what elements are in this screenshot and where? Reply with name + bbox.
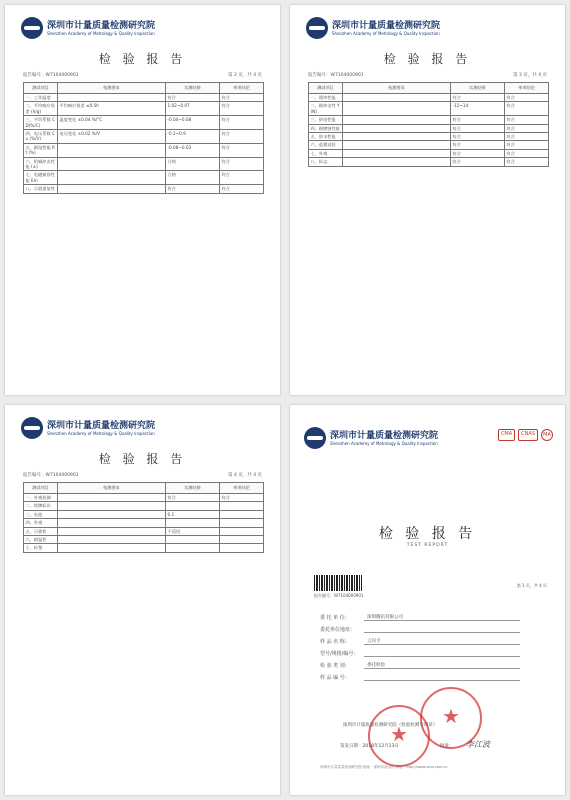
table-cell: 符合 — [220, 130, 264, 144]
table-row — [309, 141, 549, 149]
table-cell: 三、电池 — [24, 510, 58, 518]
table-cell — [343, 124, 451, 132]
table-cell: 不适用 — [166, 527, 220, 535]
table-cell — [58, 510, 166, 518]
table-cell: 二、铭牌标识 — [24, 502, 58, 510]
field-value: 委托检验 — [364, 662, 520, 669]
table-cell — [343, 158, 451, 166]
table-cell: 符合 — [451, 141, 505, 149]
org-logo-icon — [21, 417, 43, 439]
col-header: 测试项目 — [309, 83, 343, 94]
report-meta — [308, 72, 547, 78]
table-cell — [220, 502, 264, 510]
field-row — [320, 657, 520, 669]
table-row — [24, 130, 264, 144]
table-cell: 符合 — [220, 116, 264, 130]
table-cell: 符合 — [220, 102, 264, 116]
report-number: 报告编号：W7104000901 — [23, 473, 79, 478]
table-cell: 合格 — [166, 171, 220, 185]
org-name-en: Shenzhen Academy of Metrology & Quality Inspection — [47, 430, 155, 436]
approver-label: 批准： — [440, 744, 454, 749]
table-row — [24, 494, 264, 502]
table-cell — [343, 149, 451, 157]
result-table — [308, 82, 549, 167]
result-table — [23, 82, 264, 194]
table-cell — [58, 171, 166, 185]
table-row — [24, 157, 264, 171]
cover-title: 检 验 报 告 — [378, 526, 477, 542]
page-number: 第 3 页，共 4 页 — [513, 73, 547, 78]
org-name: 深圳市计量质量检测研究院 — [330, 430, 439, 441]
report-meta — [23, 72, 262, 78]
table-cell: 五、耐湿性能 Rt (%) — [24, 143, 58, 157]
col-header: 检测要求 — [58, 483, 166, 494]
table-cell — [58, 536, 166, 544]
org-name: 深圳市计量质量检测研究院 — [47, 20, 156, 31]
table-cell: 一、工作温度 — [24, 94, 58, 102]
table-cell — [58, 527, 166, 535]
table-cell: 符合 — [505, 94, 549, 102]
table-cell: 符合 — [505, 124, 549, 132]
field-row — [320, 669, 520, 681]
table-cell: 符合 — [220, 185, 264, 193]
table-cell: 一、缓冲性能 — [309, 94, 343, 102]
table-row — [24, 536, 264, 544]
cnas-badge-icon: CNAS — [518, 429, 538, 441]
org-header — [306, 17, 440, 39]
table-row — [309, 94, 549, 102]
table-cell: 电压变化 ±0.02 %/V — [58, 130, 166, 144]
table-cell: -12~14 — [451, 102, 505, 116]
col-header: 单项结论 — [505, 83, 549, 94]
org-logo-icon — [304, 427, 326, 449]
table-row — [24, 94, 264, 102]
table-cell: 符合 — [166, 494, 220, 502]
table-cell: 符合 — [505, 149, 549, 157]
table-cell — [166, 519, 220, 527]
cover-footer: 深圳市计量质量检测研究院 地址：深圳市南山区 网址：http://www.smq.com.cn — [320, 765, 448, 769]
table-cell: 三、平均系数 CD(%/C) — [24, 116, 58, 130]
table-cell: 符合 — [505, 133, 549, 141]
table-cell — [58, 157, 166, 171]
table-cell: 六、盐雾试验 — [309, 141, 343, 149]
table-cell — [58, 519, 166, 527]
table-row — [24, 502, 264, 510]
table-cell — [166, 502, 220, 510]
table-cell: 八、标志 — [309, 158, 343, 166]
table-cell: 五、防水性能 — [309, 133, 343, 141]
table-cell — [220, 527, 264, 535]
report-cover-page — [290, 405, 565, 795]
table-row — [309, 124, 549, 132]
table-cell: 二、耐冲击性 Y(N) — [309, 102, 343, 116]
issue-date: 签发日期：2018年12月13日 — [340, 744, 399, 749]
col-header: 实测结果 — [166, 483, 220, 494]
table-row — [309, 149, 549, 157]
table-row — [24, 102, 264, 116]
field-label: 委托单位地址： — [320, 627, 356, 633]
ma-badge-icon: MA — [541, 429, 553, 441]
table-row — [309, 116, 549, 124]
table-cell — [343, 133, 451, 141]
table-cell — [58, 494, 166, 502]
field-label: 样 品 名 称： — [320, 639, 350, 645]
table-cell — [220, 544, 264, 552]
table-cell — [166, 536, 220, 544]
table-cell: 温度变化 ±0.04 %/°C — [58, 116, 166, 130]
report-title: 检 验 报 告 — [98, 452, 187, 466]
table-cell — [58, 185, 166, 193]
table-cell — [220, 536, 264, 544]
org-logo-icon — [306, 17, 328, 39]
field-value: 云闪卡 — [364, 638, 520, 645]
org-header — [21, 17, 155, 39]
table-row — [309, 158, 549, 166]
table-cell: -0.2~0.9 — [166, 130, 220, 144]
table-cell — [343, 94, 451, 102]
page-number: 第 4 页，共 4 页 — [228, 473, 262, 478]
barcode-icon — [314, 575, 362, 591]
org-name-en: Shenzhen Academy of Metrology & Quality Inspection — [330, 440, 438, 446]
field-row — [320, 621, 520, 633]
table-cell: 合格 — [166, 157, 220, 171]
report-title: 检 验 报 告 — [383, 52, 472, 66]
table-cell — [343, 102, 451, 116]
table-cell: 符合 — [451, 158, 505, 166]
cover-page-number: 第 1 页，共 4 页 — [516, 583, 547, 588]
table-cell — [343, 116, 451, 124]
table-cell: 六、耐温性 — [24, 536, 58, 544]
field-value — [364, 632, 520, 633]
table-cell: 符合 — [166, 94, 220, 102]
table-row — [309, 102, 549, 116]
col-header: 测试项目 — [24, 483, 58, 494]
cover-report-number: 报告编号：W7104000901 — [314, 593, 364, 598]
table-cell: 一、外观检测 — [24, 494, 58, 502]
field-row — [320, 645, 520, 657]
certification-badges — [498, 429, 553, 441]
table-cell — [220, 519, 264, 527]
field-label: 委 托 单 位： — [320, 615, 350, 621]
table-cell: 符合 — [505, 102, 549, 116]
field-value — [364, 680, 520, 681]
table-cell: 符合 — [220, 143, 264, 157]
col-header: 实测结果 — [451, 83, 505, 94]
field-row — [320, 609, 520, 621]
org-logo-icon — [21, 17, 43, 39]
field-value: 深圳腾讯有限公司 — [364, 614, 520, 621]
table-cell: 二、平均响应误差 (h/g) — [24, 102, 58, 116]
report-page-4 — [5, 405, 280, 795]
table-cell: 符合 — [505, 116, 549, 124]
table-row — [24, 143, 264, 157]
table-cell: 符合 — [220, 494, 264, 502]
table-row — [24, 527, 264, 535]
org-name-en: Shenzhen Academy of Metrology & Quality Inspection — [332, 30, 440, 36]
col-header: 检测要求 — [58, 83, 166, 94]
table-cell — [58, 544, 166, 552]
table-cell: 符合 — [451, 124, 505, 132]
org-header — [21, 417, 155, 439]
table-cell: 符合 — [451, 133, 505, 141]
table-row — [24, 171, 264, 185]
field-value — [364, 656, 520, 657]
table-cell: 七、外观 — [309, 149, 343, 157]
report-number: 报告编号：W7104000901 — [308, 73, 364, 78]
approver-signature: 李江波 — [466, 740, 490, 749]
field-label: 样 品 编 号： — [320, 675, 350, 681]
table-cell: 六、机械冲击性能 (±) — [24, 157, 58, 171]
page-number: 第 2 页，共 4 页 — [228, 73, 262, 78]
table-cell: 七、标签 — [24, 544, 58, 552]
field-row — [320, 633, 520, 645]
cma-badge-icon: CMA — [498, 429, 515, 441]
table-cell: -0.08~0.03 — [166, 143, 220, 157]
issuer-text: 深圳市计量质量检测研究院（检验检测专用章） — [342, 723, 438, 728]
table-cell: 五、可靠性 — [24, 527, 58, 535]
table-row — [24, 519, 264, 527]
table-cell: 1.02~0.07 — [166, 102, 220, 116]
table-cell — [220, 510, 264, 518]
table-cell — [343, 141, 451, 149]
table-cell: 符合 — [451, 94, 505, 102]
table-cell: 八、示值重复性 — [24, 185, 58, 193]
col-header: 检测要求 — [343, 83, 451, 94]
table-cell: 0.1 — [166, 510, 220, 518]
field-label: 检 验 类 别： — [320, 663, 350, 669]
table-cell: 平均响应误差 ≤0.5h — [58, 102, 166, 116]
table-cell — [58, 94, 166, 102]
result-table — [23, 482, 264, 553]
report-page-2 — [5, 5, 280, 395]
table-cell — [58, 502, 166, 510]
table-row — [24, 116, 264, 130]
table-cell: 四、耐腐蚀性能 — [309, 124, 343, 132]
table-row — [24, 544, 264, 552]
org-name-en: Shenzhen Academy of Metrology & Quality Inspection — [47, 30, 155, 36]
field-label: 型号/规格/编号： — [320, 651, 359, 657]
report-page-3 — [290, 5, 565, 395]
table-row — [309, 133, 549, 141]
col-header: 实测结果 — [166, 83, 220, 94]
table-cell: 符合 — [505, 158, 549, 166]
table-row — [24, 510, 264, 518]
table-cell: 四、电压系数 Cu (%/V) — [24, 130, 58, 144]
table-cell: 符合 — [220, 157, 264, 171]
report-title: 检 验 报 告 — [98, 52, 187, 66]
table-cell: 符合 — [451, 149, 505, 157]
table-cell: 符合 — [451, 116, 505, 124]
table-cell: 四、外观 — [24, 519, 58, 527]
table-cell: 七、电磁兼容性能 Em — [24, 171, 58, 185]
table-cell: 符合 — [505, 141, 549, 149]
cover-fields — [320, 609, 520, 681]
table-cell: 符合 — [220, 171, 264, 185]
org-name: 深圳市计量质量检测研究院 — [47, 420, 156, 431]
report-number: 报告编号：W7104000901 — [23, 73, 79, 78]
table-cell — [166, 544, 220, 552]
report-meta — [23, 472, 262, 478]
table-cell: -0.04~0.08 — [166, 116, 220, 130]
table-cell: 符合 — [220, 94, 264, 102]
cover-subtitle: TEST REPORT — [406, 543, 449, 548]
table-cell: 符合 — [166, 185, 220, 193]
org-name: 深圳市计量质量检测研究院 — [332, 20, 441, 31]
table-row — [24, 185, 264, 193]
table-cell — [58, 143, 166, 157]
org-header — [304, 427, 438, 449]
col-header: 测试项目 — [24, 83, 58, 94]
table-cell: 三、防电性能 — [309, 116, 343, 124]
col-header: 单项结论 — [220, 83, 264, 94]
col-header: 单项结论 — [220, 483, 264, 494]
